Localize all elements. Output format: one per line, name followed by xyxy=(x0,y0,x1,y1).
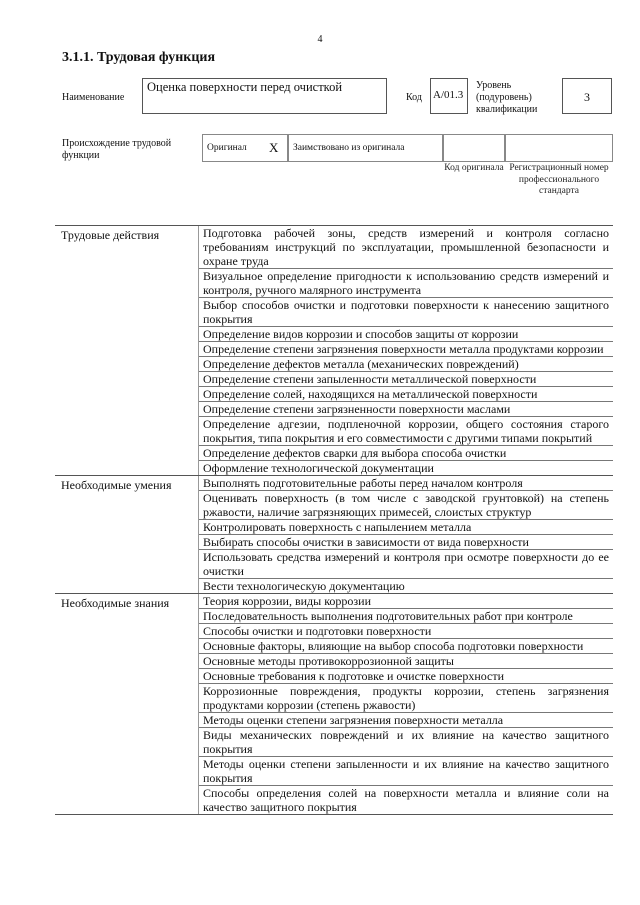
table-row: Подготовка рабочей зоны, средств измерений и контроля согласно требованиям инструкций по эксплуатации, промышленной безопасности и охране труда xyxy=(199,226,613,269)
name-label: Наименование xyxy=(62,92,125,103)
table-row: Определение степени загрязнения поверхности металла продуктами коррозии xyxy=(199,342,613,357)
table-row: Способы определения солей на поверхности металла и влияние соли на качество защитного покрытия xyxy=(203,786,609,814)
original-cell xyxy=(202,134,288,162)
table-row: Выполнять подготовительные работы перед началом контроля xyxy=(199,476,613,491)
group-label: Необходимые умения xyxy=(55,476,199,593)
table-row: Определение степени запыленности металлической поверхности xyxy=(199,372,613,387)
table-row: Выбирать способы очистки в зависимости от вида поверхности xyxy=(199,535,613,550)
reg-number-cell xyxy=(505,134,613,162)
table-group xyxy=(55,475,613,593)
code-label: Код xyxy=(406,92,422,103)
table-row: Определение дефектов металла (механических повреждений) xyxy=(199,357,613,372)
table-row: Контролировать поверхность с напылением металла xyxy=(199,520,613,535)
section-heading: 3.1.1. Трудовая функция xyxy=(62,50,216,65)
table-row: Способы очистки и подготовки поверхности xyxy=(199,624,613,639)
group-label: Трудовые действия xyxy=(55,226,199,475)
table-row: Определение адгезии, подпленочной коррозии, общего состояния старого покрытия, типа покрытия и его совместимости с другими типами покрытий xyxy=(199,417,613,446)
caption-original-code: Код оригинала xyxy=(444,163,504,173)
table-row: Последовательность выполнения подготовительных работ при контроле xyxy=(199,609,613,624)
table-row: Использовать средства измерений и контроля при осмотре поверхности до ее очистки xyxy=(199,550,613,579)
borrowed-label: Заимствовано из оригинала xyxy=(293,143,405,153)
table-row: Оформление технологической документации xyxy=(203,461,434,475)
level-value-field: 3 xyxy=(562,78,612,114)
original-label: Оригинал xyxy=(207,143,247,153)
function-table xyxy=(55,225,613,815)
table-row: Определение дефектов сварки для выбора способа очистки xyxy=(199,446,613,461)
table-row: Выбор способов очистки и подготовки поверхности к нанесению защитного покрытия xyxy=(199,298,613,327)
table-row: Определение солей, находящихся на металлической поверхности xyxy=(199,387,613,402)
function-name-field: Оценка поверхности перед очисткой xyxy=(142,78,387,114)
level-label: Уровень (подуровень) квалификации xyxy=(476,80,538,115)
original-code-cell xyxy=(443,134,505,162)
table-row: Определение степени загрязненности поверхности маслами xyxy=(199,402,613,417)
origin-label: Происхождение трудовой функции xyxy=(62,138,172,161)
table-row: Виды механических повреждений и их влияние на качество защитного покрытия xyxy=(199,728,613,757)
table-row: Коррозионные повреждения, продукты коррозии, степень загрязнения продуктами коррозии (степень ржавости) xyxy=(199,684,613,713)
table-row: Определение видов коррозии и способов защиты от коррозии xyxy=(199,327,613,342)
table-row: Основные факторы, влияющие на выбор способа подготовки поверхности xyxy=(199,639,613,654)
group-label: Необходимые знания xyxy=(55,594,199,814)
caption-reg-number: Регистрационный номер профессионального стандарта xyxy=(509,163,609,196)
table-row: Основные требования к подготовке и очистке поверхности xyxy=(199,669,613,684)
code-value-field: А/01.3 xyxy=(430,78,468,114)
page-number: 4 xyxy=(317,34,323,45)
table-row: Вести технологическую документацию xyxy=(203,579,405,593)
borrowed-cell xyxy=(288,134,443,162)
table-row: Методы оценки степени запыленности и их влияние на качество защитного покрытия xyxy=(199,757,613,786)
table-row: Визуальное определение пригодности к использованию средств измерений и контроля, ручного малярного инструмента xyxy=(199,269,613,298)
table-group xyxy=(55,593,613,815)
table-row: Оценивать поверхность (в том числе с заводской грунтовкой) на степень ржавости, наличие загрязняющих примесей, слоистых структур xyxy=(199,491,613,520)
original-mark: X xyxy=(269,140,279,155)
table-row: Методы оценки степени загрязнения поверхности металла xyxy=(199,713,613,728)
table-row: Основные методы противокоррозионной защиты xyxy=(199,654,613,669)
table-group xyxy=(55,225,613,475)
table-row: Теория коррозии, виды коррозии xyxy=(199,594,613,609)
